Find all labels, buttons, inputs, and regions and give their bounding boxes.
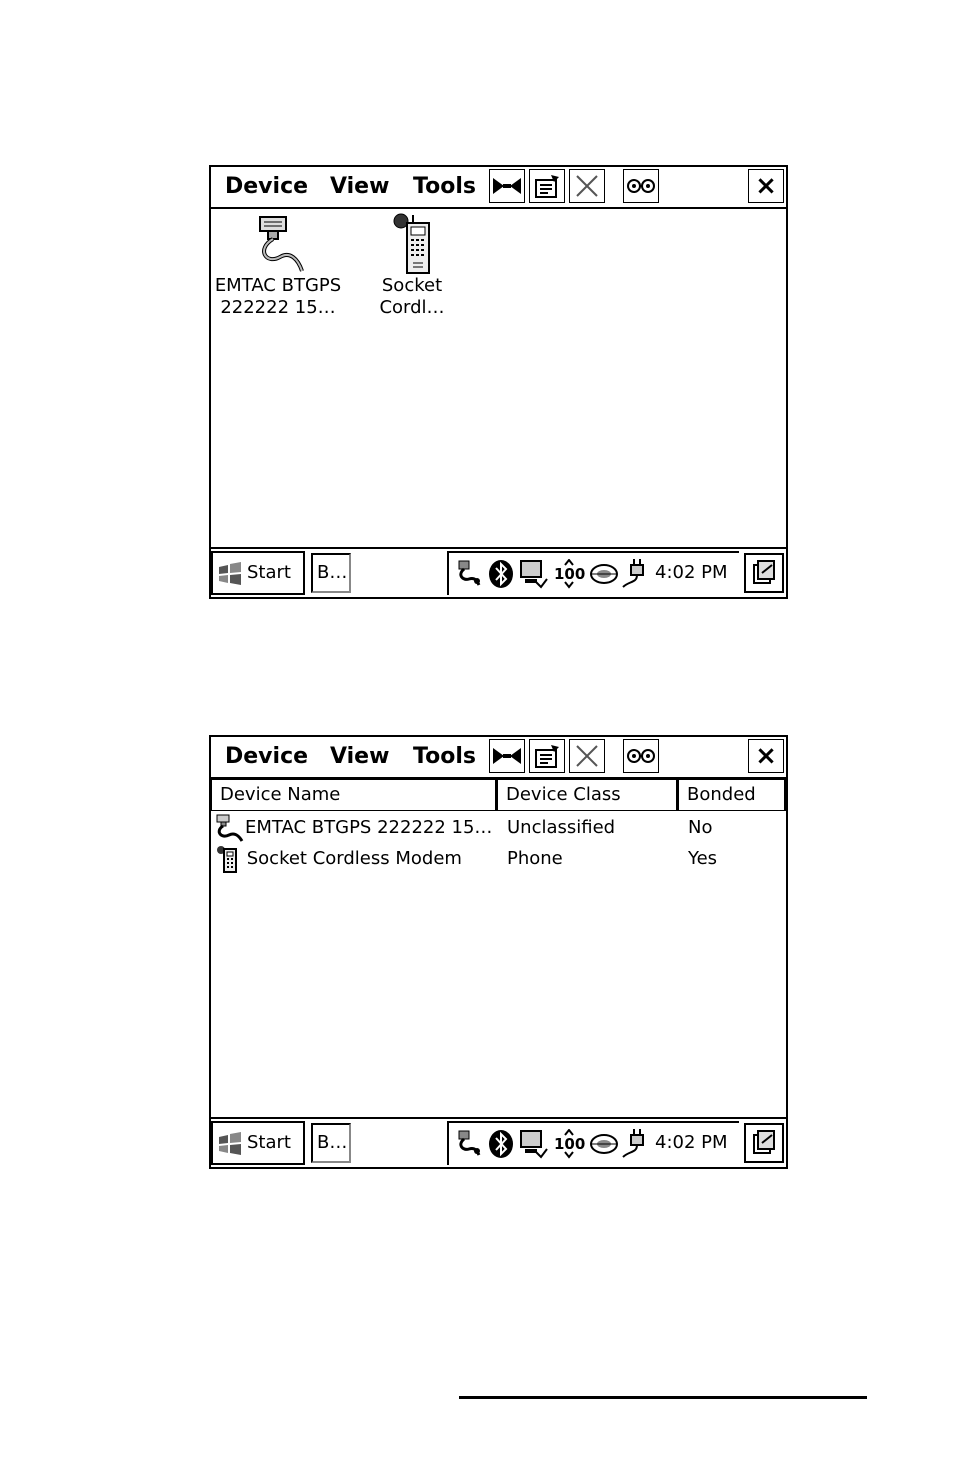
bluetooth-icon[interactable]	[487, 559, 515, 589]
system-tray	[447, 551, 739, 595]
desktop-icon	[750, 1129, 778, 1157]
device-icon-label-line1: Socket	[381, 275, 443, 296]
menu-view[interactable]: View	[330, 744, 390, 769]
infrared-icon[interactable]	[589, 1129, 619, 1159]
device-icon-socket[interactable]	[342, 211, 482, 319]
taskbar	[211, 1117, 786, 1167]
windows-flag-icon	[217, 1131, 245, 1157]
binoculars-icon	[626, 747, 656, 765]
properties-icon	[533, 173, 561, 199]
cordless-phone-icon	[387, 213, 437, 275]
device-icon-label-line1: EMTAC BTGPS	[214, 275, 342, 296]
table-row[interactable]	[211, 844, 786, 874]
serial-cable-icon	[246, 215, 310, 275]
close-button[interactable]: ×	[748, 739, 784, 773]
network-connection-icon[interactable]	[519, 559, 549, 589]
bluetooth-devices-icon-view	[209, 165, 788, 599]
binoculars-icon	[626, 177, 656, 195]
bond-arrows-icon	[492, 745, 522, 767]
menu-tools[interactable]: Tools	[413, 744, 476, 769]
start-label: Start	[247, 562, 291, 583]
desktop-button[interactable]	[744, 553, 784, 593]
device-class: Unclassified	[507, 817, 616, 838]
power-plug-icon[interactable]	[621, 559, 649, 589]
menu-device[interactable]: Device	[225, 174, 309, 199]
windows-flag-icon	[217, 561, 245, 587]
bond-button[interactable]	[489, 739, 525, 773]
delete-x-icon	[574, 173, 600, 199]
bonded-status: Yes	[688, 848, 718, 869]
bonded-status: No	[688, 817, 713, 838]
clock[interactable]: 4:02 PM	[655, 562, 728, 583]
menu-bar	[211, 737, 786, 779]
delete-x-icon	[574, 743, 600, 769]
taskbar-app-button[interactable]: B…	[311, 1123, 351, 1163]
bluetooth-devices-list-view	[209, 735, 788, 1169]
device-name: EMTAC BTGPS 222222 15…	[245, 817, 493, 838]
svg-text:100: 100	[554, 565, 585, 583]
close-button[interactable]: ×	[748, 169, 784, 203]
device-class: Phone	[507, 848, 563, 869]
menu-tools[interactable]: Tools	[413, 174, 476, 199]
column-header-device-name[interactable]: Device Name	[211, 779, 497, 811]
taskbar-app-button[interactable]: B…	[311, 553, 351, 593]
start-button[interactable]	[211, 551, 305, 595]
signal-100-icon[interactable]	[553, 1129, 585, 1159]
properties-icon	[533, 743, 561, 769]
infrared-icon[interactable]	[589, 559, 619, 589]
start-label: Start	[247, 1132, 291, 1153]
menu-view[interactable]: View	[330, 174, 390, 199]
network-connection-icon[interactable]	[519, 1129, 549, 1159]
device-name: Socket Cordless Modem	[246, 848, 462, 869]
serial-connection-icon[interactable]	[455, 1129, 483, 1159]
desktop-icon	[750, 559, 778, 587]
system-tray	[447, 1121, 739, 1165]
column-header-bonded[interactable]: Bonded	[678, 779, 786, 811]
clock[interactable]: 4:02 PM	[655, 1132, 728, 1153]
properties-button[interactable]	[529, 739, 565, 773]
taskbar	[211, 547, 786, 597]
svg-text:100: 100	[554, 1135, 585, 1153]
bond-button[interactable]	[489, 169, 525, 203]
bluetooth-icon[interactable]	[487, 1129, 515, 1159]
delete-button[interactable]	[569, 739, 605, 773]
device-icon-label-line2: Cordl…	[379, 297, 445, 318]
page-footer-rule	[459, 1396, 867, 1399]
discover-button[interactable]	[623, 739, 659, 773]
device-icon-label-line2: 222222 15…	[220, 297, 336, 318]
power-plug-icon[interactable]	[621, 1129, 649, 1159]
device-icon-emtac[interactable]	[209, 211, 348, 319]
column-header-device-class[interactable]: Device Class	[497, 779, 678, 811]
desktop-button[interactable]	[744, 1123, 784, 1163]
properties-button[interactable]	[529, 169, 565, 203]
serial-cable-icon	[213, 814, 245, 842]
menu-device[interactable]: Device	[225, 744, 309, 769]
delete-button[interactable]	[569, 169, 605, 203]
menu-bar	[211, 167, 786, 209]
signal-100-icon[interactable]	[553, 559, 585, 589]
table-row[interactable]	[211, 813, 786, 843]
bond-arrows-icon	[492, 175, 522, 197]
start-button[interactable]	[211, 1121, 305, 1165]
discover-button[interactable]	[623, 169, 659, 203]
serial-connection-icon[interactable]	[455, 559, 483, 589]
cordless-phone-icon	[215, 845, 241, 873]
device-name-cell	[213, 813, 492, 843]
device-name-cell	[215, 844, 462, 874]
